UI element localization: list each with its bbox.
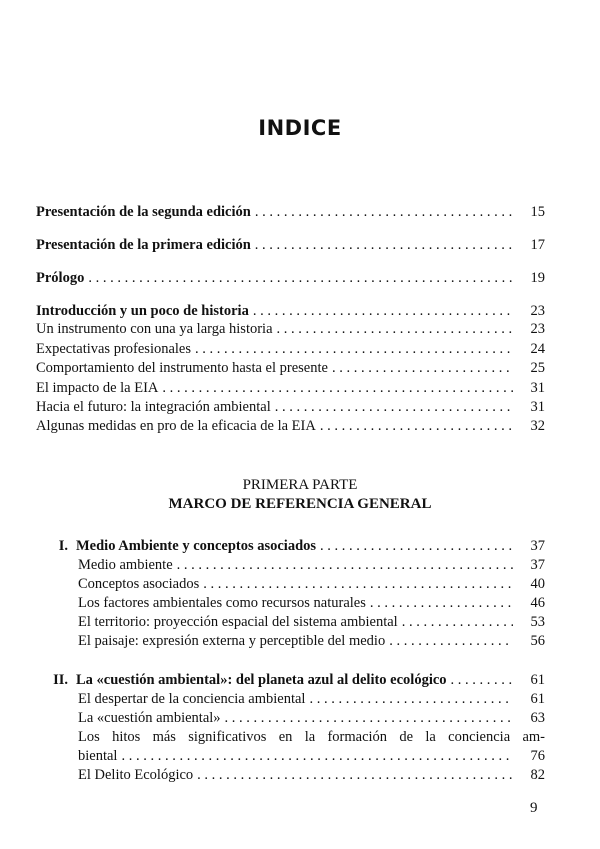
leader-dots [255,236,513,254]
entry-page: 31 [530,399,545,415]
entry-label: Introducción y un poco de historia [36,303,249,319]
part-heading: PRIMERA PARTE [242,477,358,493]
toc-subentry [36,359,545,377]
entry-page: 37 [530,557,545,573]
page-number: 9 [530,800,538,816]
leader-dots [451,671,513,689]
entry-page: 53 [530,614,545,630]
leader-dots [177,556,513,574]
entry-page: 40 [530,576,545,592]
entry-page: 61 [530,672,545,688]
toc-entry-presentacion-segunda [36,203,545,221]
toc-subentry [78,556,545,574]
toc-subentry [36,340,545,358]
entry-label: Medio ambiente [78,557,173,573]
page-title: INDICE [258,116,342,140]
leader-dots [88,269,513,287]
entry-page: 46 [530,595,545,611]
entry-page: 32 [530,418,545,434]
entry-label: Presentación de la segunda edición [36,204,251,220]
toc-entry-introduccion [36,302,545,320]
entry-label: El paisaje: expresión externa y perceptible del medio [78,633,386,649]
leader-dots [197,766,513,784]
entry-label: El impacto de la EIA [36,380,159,396]
toc-entry-presentacion-primera [36,236,545,254]
toc-subentry [78,632,545,650]
chapter-number: II. [53,672,68,688]
leader-dots [225,709,513,727]
entry-label: Medio Ambiente y conceptos asociados [76,538,317,554]
entry-page: 63 [530,710,545,726]
leader-dots [320,417,513,435]
entry-label: El territorio: proyección espacial del sistema ambiental [78,614,398,630]
leader-dots [121,747,513,765]
leader-dots [370,594,513,612]
entry-label: Un instrumento con una ya larga historia [36,321,273,337]
toc-subentry [78,594,545,612]
entry-label: biental [78,748,118,764]
toc-chapter-1 [46,537,545,555]
leader-dots [402,613,513,631]
toc-subentry [36,417,545,435]
leader-dots [277,320,513,338]
entry-page: 37 [530,538,545,554]
entry-label: Expectativas profesionales [36,341,192,357]
entry-label: La «cuestión ambiental»: del planeta azul al delito ecológico [76,672,447,688]
entry-page: 76 [530,748,545,764]
entry-page: 17 [530,237,545,253]
entry-label: Prólogo [36,270,85,286]
entry-label: Hacia el futuro: la integración ambiental [36,399,271,415]
toc-subentry [78,709,545,727]
entry-page: 24 [530,341,545,357]
toc-chapter-2 [46,671,545,689]
leader-dots [255,203,513,221]
entry-label: Presentación de la primera edición [36,237,251,253]
entry-label: El Delito Ecológico [78,767,194,783]
toc-entry-prologo [36,269,545,287]
chapter-number: I. [58,538,68,554]
entry-page: 25 [530,360,545,376]
entry-page: 82 [530,767,545,783]
entry-page: 15 [530,204,545,220]
leader-dots [253,302,513,320]
toc-subentry [78,690,545,708]
entry-page: 31 [530,380,545,396]
entry-label: Algunas medidas en pro de la eficacia de la EIA [36,418,316,434]
toc-subentry [78,747,545,765]
entry-page: 56 [530,633,545,649]
entry-label: La «cuestión ambiental» [78,710,221,726]
leader-dots [195,340,513,358]
toc-subentry [78,766,545,784]
toc-subentry-wrapped-line: Los hitos más significativos en la formación de la conciencia am- [78,729,545,745]
leader-dots [320,537,513,555]
toc-subentry [36,398,545,416]
part-subtitle: MARCO DE REFERENCIA GENERAL [168,496,432,512]
entry-page: 23 [530,303,545,319]
leader-dots [162,379,513,397]
leader-dots [389,632,513,650]
entry-page: 19 [530,270,545,286]
entry-page: 23 [530,321,545,337]
entry-label: Conceptos asociados [78,576,200,592]
toc-subentry [78,575,545,593]
leader-dots [203,575,513,593]
leader-dots [309,690,513,708]
toc-subentry [78,613,545,631]
leader-dots [332,359,513,377]
toc-subentry [36,379,545,397]
entry-label: El despertar de la conciencia ambiental [78,691,306,707]
entry-page: 61 [530,691,545,707]
entry-label: Los factores ambientales como recursos naturales [78,595,366,611]
toc-subentry [36,320,545,338]
leader-dots [275,398,513,416]
entry-label: Comportamiento del instrumento hasta el presente [36,360,328,376]
